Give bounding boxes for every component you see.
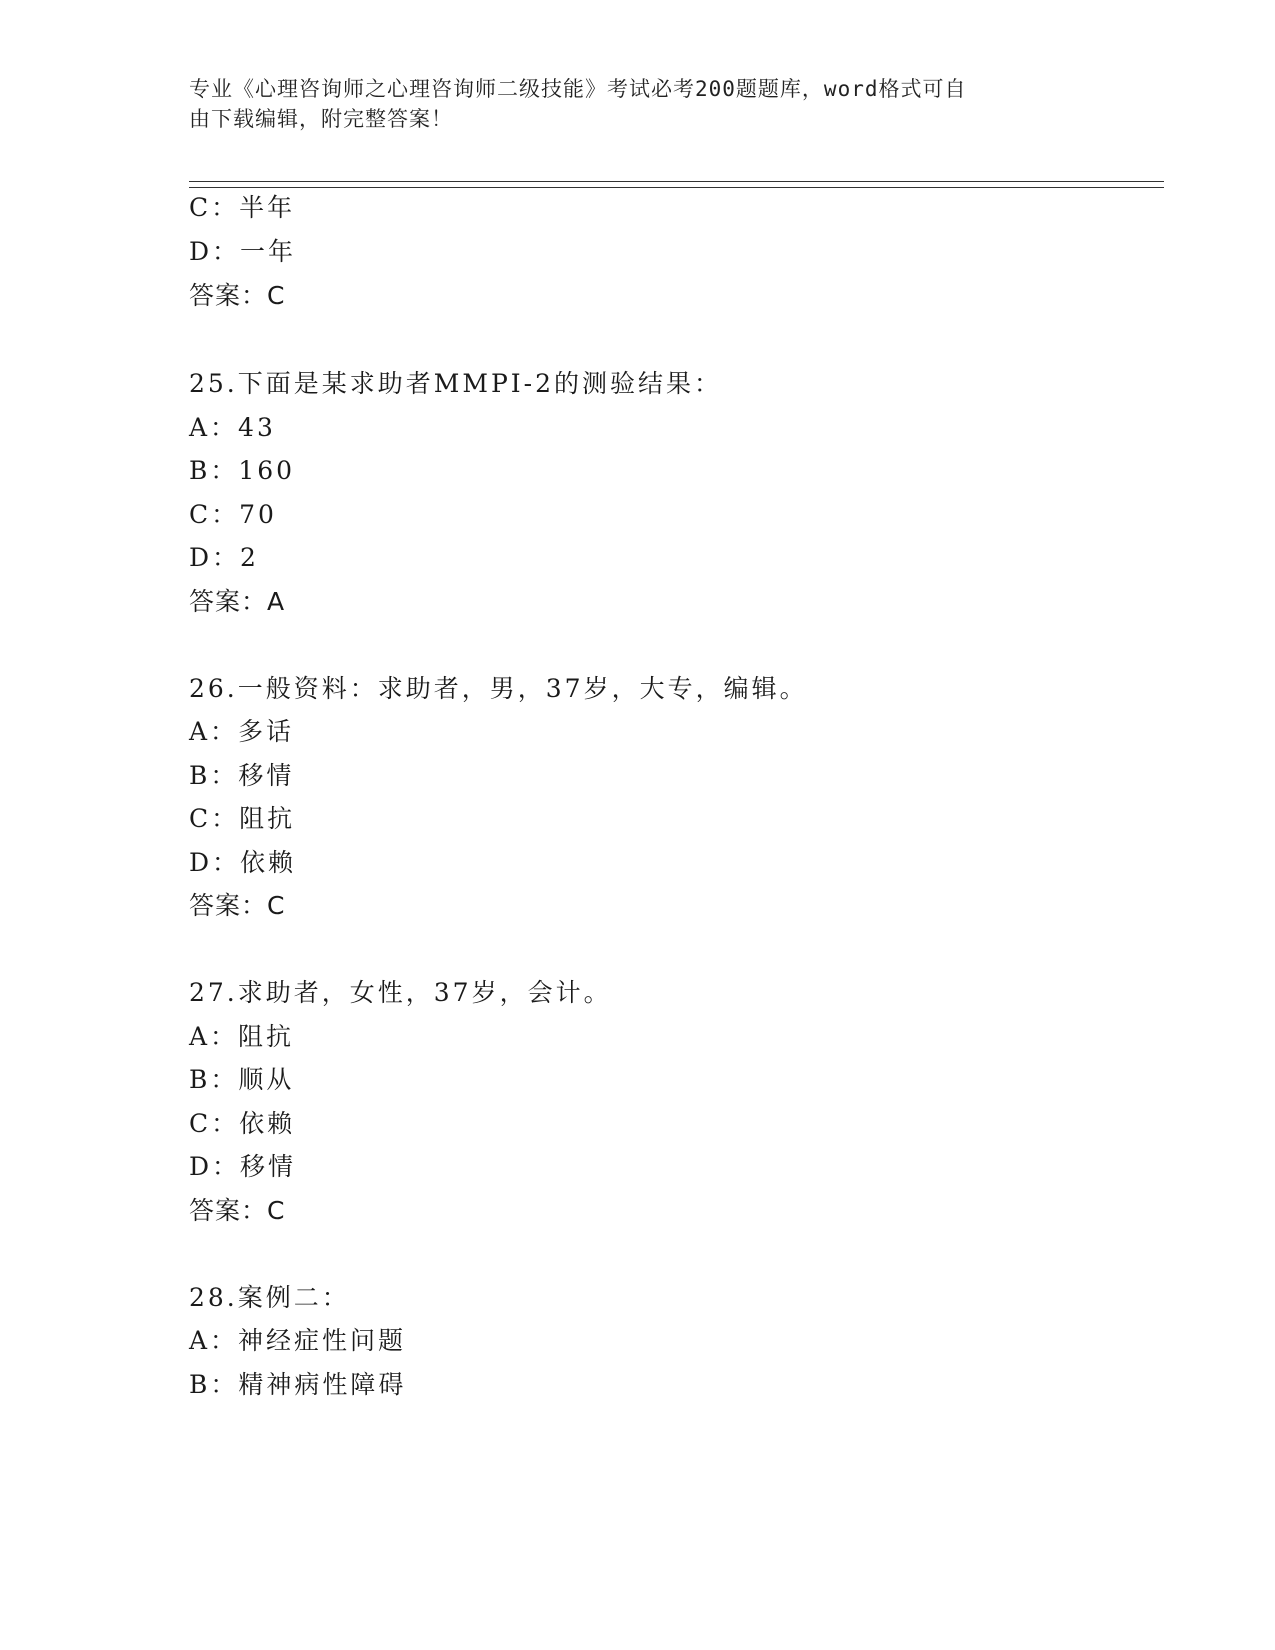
answer-line: 答案：C: [189, 281, 286, 310]
question-25-stem: 25.下面是某求助者MMPI-2的测验结果：: [189, 369, 723, 398]
header-line-1: 专业《心理咨询师之心理咨询师二级技能》考试必考200题题库，word格式可自: [189, 77, 967, 101]
question-25-option-c: C：70: [189, 500, 277, 529]
question-27-answer: 答案：C: [189, 1196, 286, 1225]
question-26-option-a: A：多话: [189, 717, 295, 746]
question-25-option-a: A：43: [189, 413, 276, 442]
question-25-option-d: D：2: [189, 543, 259, 572]
question-27-option-b: B：顺从: [189, 1065, 295, 1094]
question-28-option-b: B：精神病性障碍: [189, 1370, 407, 1399]
header-divider: [189, 181, 1164, 188]
question-27-option-c: C：依赖: [189, 1109, 296, 1138]
question-27-option-a: A：阻抗: [189, 1022, 295, 1051]
question-25-answer: 答案：A: [189, 587, 286, 616]
question-28-option-a: A：神经症性问题: [189, 1326, 407, 1355]
question-25-option-b: B：160: [189, 456, 296, 485]
question-26-stem: 26.一般资料：求助者，男，37岁，大专，编辑。: [189, 674, 808, 703]
question-26-option-b: B：移情: [189, 761, 295, 790]
question-27-stem: 27.求助者，女性，37岁，会计。: [189, 978, 612, 1007]
question-26-option-c: C：阻抗: [189, 804, 296, 833]
option-c: C：半年: [189, 193, 296, 222]
question-26-answer: 答案：C: [189, 891, 286, 920]
header-line-2: 由下载编辑，附完整答案！: [189, 107, 453, 131]
document-header: [189, 74, 1089, 134]
question-26-option-d: D：依赖: [189, 848, 297, 877]
question-28-stem: 28.案例二：: [189, 1283, 350, 1312]
question-27-option-d: D：移情: [189, 1152, 297, 1181]
option-d: D：一年: [189, 237, 297, 266]
